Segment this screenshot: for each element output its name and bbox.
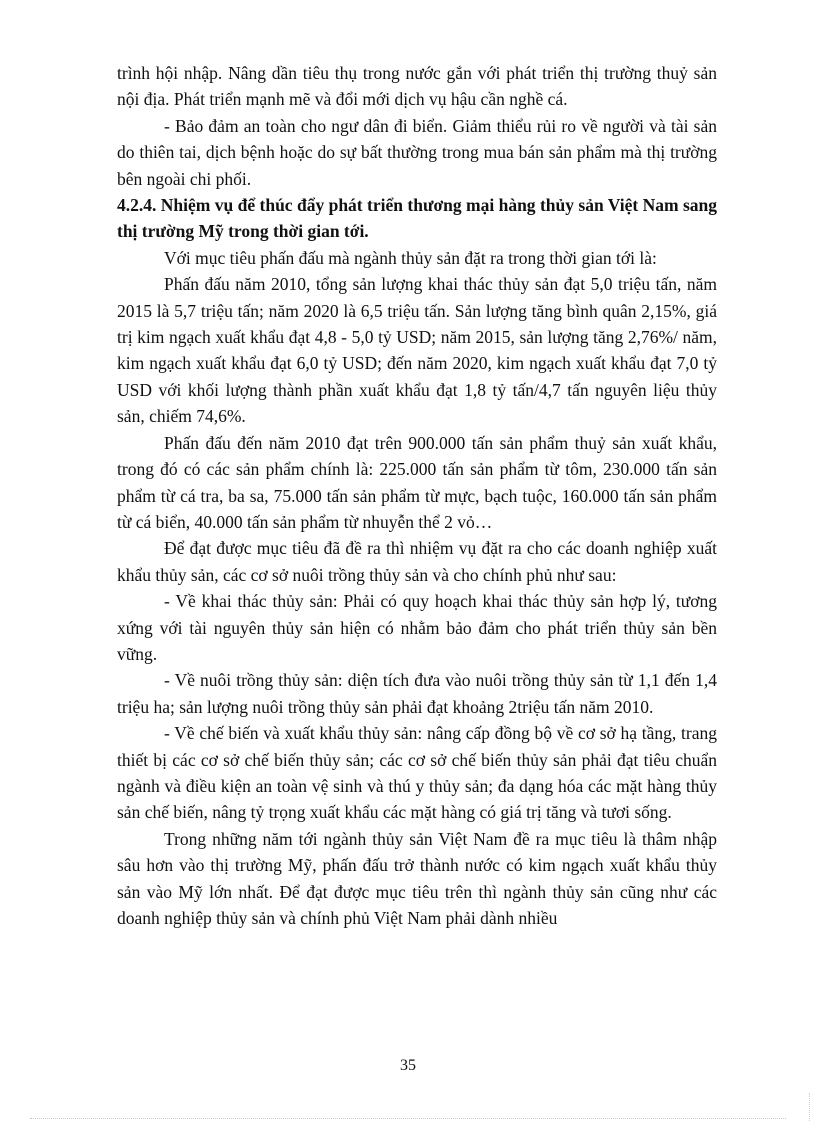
document-body xyxy=(117,60,717,931)
paragraph-safety: - Bảo đảm an toàn cho ngư dân đi biển. Giảm thiểu rủi ro về người và tài sản do thiên tai, dịch bệnh hoặc do sự bất thường trong mua bán sản phẩm mà thị trường bên ngoài chi phối. xyxy=(117,115,717,189)
paragraph-processing: - Về chế biến và xuất khẩu thủy sản: nâng cấp đồng bộ về cơ sở hạ tầng, trang thiết bị các cơ sở chế biến thủy sản; các cơ sở chế biến thủy sản phải đạt tiêu chuẩn ngành và điều kiện an toàn vệ sinh và thú y thủy sản; đa dạng hóa các mặt hàng thủy sản chế biến, nâng tỷ trọng xuất khẩu các mặt hàng có giá trị tăng và tươi sống. xyxy=(117,723,717,823)
section-heading: 4.2.4. Nhiệm vụ để thúc đẩy phát triển thương mại hàng thủy sản Việt Nam sang thị trường Mỹ trong thời gian tới. xyxy=(117,195,717,242)
paragraph-goals-intro: Với mục tiêu phấn đấu mà ngành thủy sản đặt ra trong thời gian tới là: xyxy=(164,247,657,268)
paragraph-export-targets: Phấn đấu đến năm 2010 đạt trên 900.000 tấn sản phẩm thuỷ sản xuất khẩu, trong đó có các sản phẩm chính là: 225.000 tấn sản phẩm từ tôm, 230.000 tấn sản phẩm từ cá tra, ba sa, 75.000 tấn sản phẩm từ mực, bạch tuộc, 160.000 tấn sản phẩm từ cá biển, 40.000 tấn sản phẩm từ nhuyễn thể 2 vỏ… xyxy=(117,432,717,532)
page-border-bottom xyxy=(30,1118,786,1119)
paragraph-us-market: Trong những năm tới ngành thủy sản Việt Nam đề ra mục tiêu là thâm nhập sâu hơn vào thị trường Mỹ, phấn đấu trở thành nước có kim ngạch xuất khẩu thủy sản vào Mỹ lớn nhất. Để đạt được mục tiêu trên thì ngành thủy sản cũng như các doanh nghiệp thủy sản và chính phủ Việt Nam phải dành nhiều xyxy=(117,828,717,928)
page-number: 35 xyxy=(400,1057,416,1074)
page-border-right xyxy=(809,1093,810,1121)
paragraph-fishing: - Về khai thác thủy sản: Phải có quy hoạch khai thác thủy sản hợp lý, tương xứng với tài nguyên thủy sản hiện có nhằm bảo đảm cho phát triển thủy sản bền vững. xyxy=(117,591,717,664)
paragraph-aquaculture: - Về nuôi trồng thủy sản: diện tích đưa vào nuôi trồng thủy sản từ 1,1 đến 1,4 triệu ha; sản lượng nuôi trồng thủy sản phải đạt khoảng 2triệu tấn năm 2010. xyxy=(117,670,717,717)
paragraph-continuation: trình hội nhập. Nâng dần tiêu thụ trong nước gắn với phát triển thị trường thuỷ sản nội địa. Phát triển mạnh mẽ và đổi mới dịch vụ hậu cần nghề cá. xyxy=(117,63,717,110)
paragraph-output-targets: Phấn đấu năm 2010, tổng sản lượng khai thác thủy sản đạt 5,0 triệu tấn, năm 2015 là 5,7 triệu tấn; năm 2020 là 6,5 triệu tấn. Sản lượng tăng bình quân 2,15%, giá trị kim ngạch xuất khẩu đạt 4,8 - 5,0 tỷ USD; năm 2015, sản lượng tăng 2,76%/ năm, kim ngạch xuất khẩu đạt 6,0 tỷ USD; đến năm 2020, kim ngạch xuất khẩu đạt 7,0 tỷ USD với khối lượng thành phần xuất khẩu đạt 1,8 tỷ tấn/4,7 tấn nguyên liệu thủy sản, chiếm 74,6%. xyxy=(117,274,717,427)
paragraph-tasks-intro: Để đạt được mục tiêu đã đề ra thì nhiệm vụ đặt ra cho các doanh nghiệp xuất khẩu thủy sản, các cơ sở nuôi trồng thủy sản và cho chính phủ như sau: xyxy=(117,538,717,585)
